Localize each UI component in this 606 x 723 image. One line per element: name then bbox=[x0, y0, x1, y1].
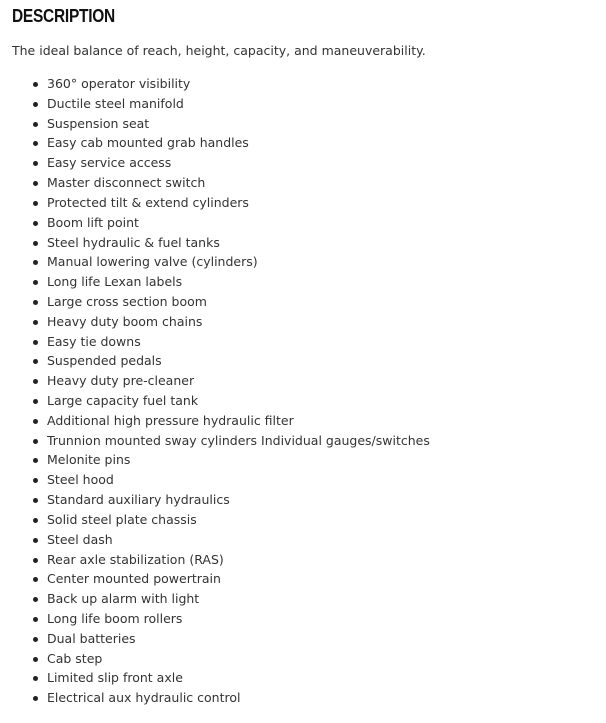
bullet-icon bbox=[33, 498, 38, 503]
bullet-icon bbox=[33, 657, 38, 662]
feature-text: Easy tie downs bbox=[47, 333, 141, 349]
feature-list-item bbox=[47, 332, 430, 352]
bullet-icon bbox=[33, 201, 38, 206]
bullet-icon bbox=[33, 419, 38, 424]
feature-text: Easy service access bbox=[47, 155, 172, 171]
bullet-icon bbox=[33, 538, 38, 543]
feature-list-item bbox=[47, 114, 430, 134]
feature-list bbox=[47, 74, 430, 708]
feature-text: Limited slip front axle bbox=[47, 670, 183, 686]
feature-list-item bbox=[47, 252, 430, 272]
bullet-icon bbox=[33, 577, 38, 582]
feature-text: Melonite pins bbox=[47, 452, 131, 468]
feature-list-item bbox=[47, 550, 430, 570]
bullet-icon bbox=[33, 676, 38, 681]
feature-text: Large capacity fuel tank bbox=[47, 393, 199, 408]
feature-list-item bbox=[47, 649, 430, 669]
bullet-icon bbox=[33, 102, 38, 107]
feature-text: Cab step bbox=[47, 650, 103, 666]
feature-text: Easy cab mounted grab handles bbox=[47, 135, 249, 151]
bullet-icon bbox=[33, 439, 38, 444]
intro-paragraph: The ideal balance of reach, height, capacity, and maneuverability. bbox=[12, 43, 426, 58]
bullet-icon bbox=[33, 458, 38, 463]
feature-list-item bbox=[47, 153, 430, 173]
bullet-icon bbox=[33, 300, 38, 305]
feature-list-item bbox=[47, 74, 430, 94]
feature-list-item bbox=[47, 589, 430, 609]
feature-list-item bbox=[47, 193, 430, 213]
feature-list-item bbox=[47, 470, 430, 490]
feature-list-item bbox=[47, 530, 430, 550]
feature-list-item bbox=[47, 629, 430, 649]
feature-list-item bbox=[47, 668, 430, 688]
feature-text: Ductile steel manifold bbox=[47, 95, 184, 111]
feature-text: Heavy duty pre-cleaner bbox=[47, 373, 195, 389]
feature-text: Back up alarm with light bbox=[47, 591, 200, 607]
feature-list-item bbox=[47, 272, 430, 292]
feature-list-item bbox=[47, 510, 430, 530]
feature-list-item bbox=[47, 351, 430, 371]
feature-list-item bbox=[47, 173, 430, 193]
bullet-icon bbox=[33, 181, 38, 186]
bullet-icon bbox=[33, 617, 38, 622]
bullet-icon bbox=[33, 340, 38, 345]
bullet-icon bbox=[33, 359, 38, 364]
bullet-icon bbox=[33, 122, 38, 127]
bullet-icon bbox=[33, 379, 38, 384]
feature-text: Steel hood bbox=[47, 472, 114, 488]
feature-text: Additional high pressure hydraulic filter bbox=[47, 412, 294, 428]
feature-text: Steel hydraulic & fuel tanks bbox=[47, 234, 220, 250]
bullet-icon bbox=[33, 518, 38, 523]
feature-list-item bbox=[47, 292, 430, 312]
feature-text: Heavy duty boom chains bbox=[47, 313, 203, 329]
feature-list-item bbox=[47, 213, 430, 233]
bullet-icon bbox=[33, 221, 38, 226]
bullet-icon bbox=[33, 280, 38, 285]
feature-list-item bbox=[47, 94, 430, 114]
bullet-icon bbox=[33, 478, 38, 483]
feature-text: Boom lift point bbox=[47, 214, 139, 230]
feature-list-item bbox=[47, 411, 430, 431]
feature-text: Suspension seat bbox=[47, 115, 150, 131]
bullet-icon bbox=[33, 260, 38, 265]
feature-text: Master disconnect switch bbox=[47, 175, 206, 191]
feature-text: Long life Lexan labels bbox=[47, 274, 183, 290]
feature-text: Manual lowering valve (cylinders) bbox=[47, 254, 258, 270]
feature-list-item bbox=[47, 133, 430, 153]
feature-text: Suspended pedals bbox=[47, 353, 162, 369]
feature-text: 360° operator visibility bbox=[47, 76, 191, 91]
bullet-icon bbox=[33, 696, 38, 701]
feature-text: Long life boom rollers bbox=[47, 610, 183, 626]
bullet-icon bbox=[33, 161, 38, 166]
feature-text: Steel dash bbox=[47, 531, 113, 547]
bullet-icon bbox=[33, 558, 38, 563]
feature-text: Rear axle stabilization (RAS) bbox=[47, 551, 224, 567]
feature-text: Standard auxiliary hydraulics bbox=[47, 492, 230, 508]
bullet-icon bbox=[33, 597, 38, 602]
bullet-icon bbox=[33, 82, 38, 87]
feature-text: Solid steel plate chassis bbox=[47, 511, 197, 527]
feature-list-item bbox=[47, 371, 430, 391]
bullet-icon bbox=[33, 141, 38, 146]
bullet-icon bbox=[33, 241, 38, 246]
feature-list-item bbox=[47, 609, 430, 629]
feature-text: Center mounted powertrain bbox=[47, 571, 221, 587]
feature-list-item bbox=[47, 312, 430, 332]
feature-text: Electrical aux hydraulic control bbox=[47, 690, 241, 706]
feature-list-item bbox=[47, 688, 430, 708]
feature-list-item bbox=[47, 450, 430, 470]
bullet-icon bbox=[33, 637, 38, 642]
feature-text: Protected tilt & extend cylinders bbox=[47, 194, 249, 210]
feature-list-item bbox=[47, 431, 430, 451]
feature-list-item bbox=[47, 233, 430, 253]
bullet-icon bbox=[33, 399, 38, 404]
feature-list-item bbox=[47, 569, 430, 589]
feature-list-item bbox=[47, 490, 430, 510]
section-heading: DESCRIPTION bbox=[12, 6, 115, 26]
feature-text: Trunnion mounted sway cylinders Individual gauges/switches bbox=[47, 432, 430, 448]
feature-text: Dual batteries bbox=[47, 630, 136, 646]
feature-list-item bbox=[47, 391, 430, 411]
feature-text: Large cross section boom bbox=[47, 293, 207, 309]
bullet-icon bbox=[33, 320, 38, 325]
